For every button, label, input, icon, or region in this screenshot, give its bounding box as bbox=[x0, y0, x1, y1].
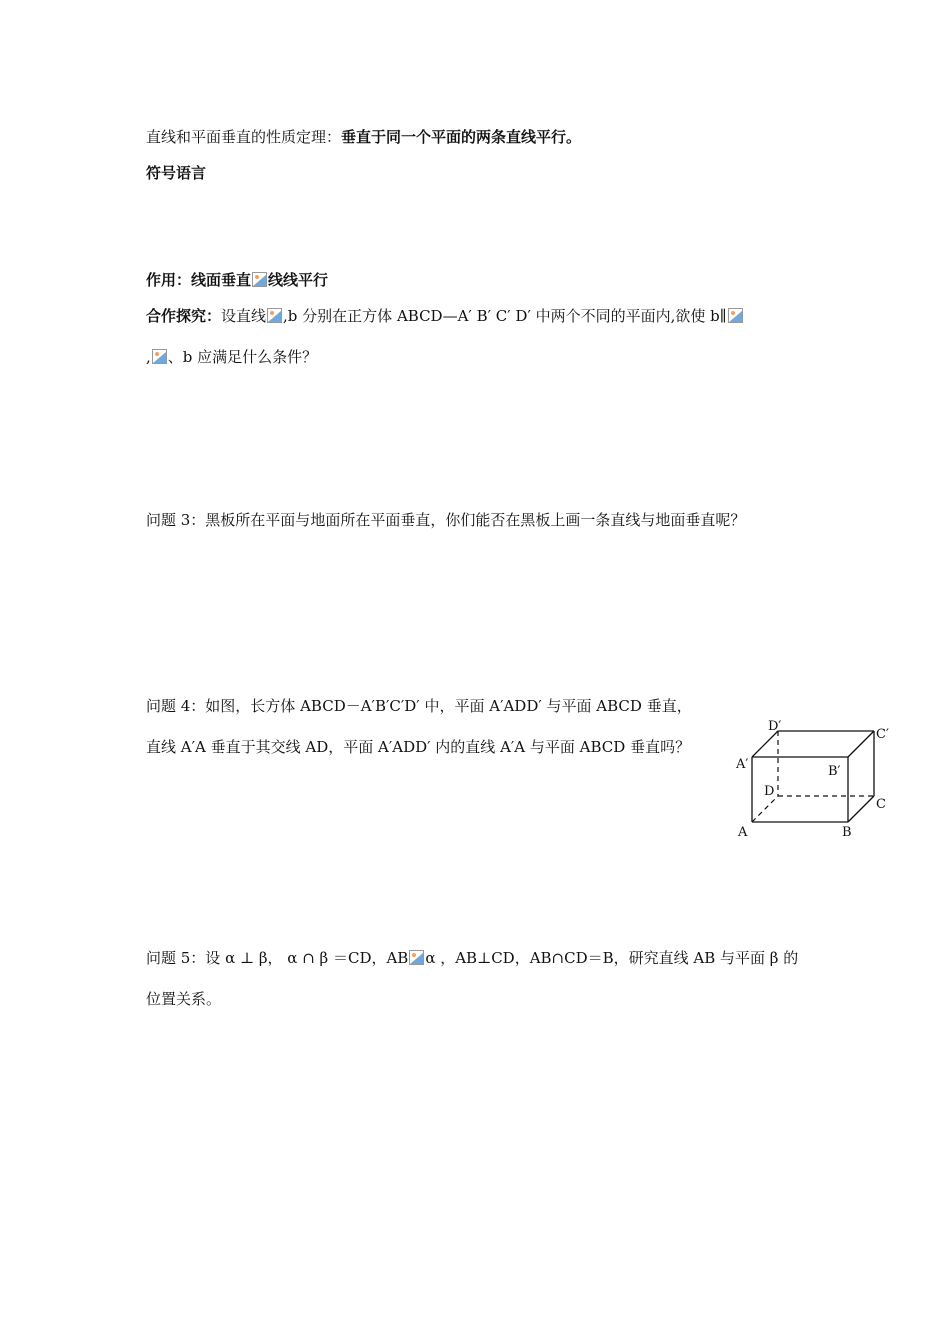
edge-b1c1 bbox=[848, 731, 874, 757]
effect-tail: 线线平行 bbox=[268, 271, 329, 289]
symbol-language-heading: 符号语言 bbox=[146, 164, 207, 182]
label-b: B bbox=[842, 825, 852, 840]
question-5-line-1 bbox=[146, 948, 798, 968]
question-5-line-2: 位置关系。 bbox=[146, 990, 222, 1008]
explore-line-2 bbox=[146, 347, 317, 367]
label-b-prime: B′ bbox=[828, 764, 841, 779]
explore-label: 合作探究： bbox=[146, 307, 222, 325]
explore-text-3: , bbox=[146, 348, 151, 366]
broken-image-icon bbox=[267, 308, 282, 323]
effect-line bbox=[146, 270, 328, 290]
theorem-prefix: 直线和平面垂直的性质定理： bbox=[146, 128, 342, 146]
label-d: D bbox=[764, 784, 775, 799]
broken-image-icon bbox=[152, 349, 167, 364]
cuboid-figure bbox=[732, 712, 892, 842]
explore-text-1: 设直线 bbox=[221, 307, 267, 325]
theorem-line bbox=[146, 127, 581, 147]
broken-image-icon bbox=[728, 308, 743, 323]
edge-bc bbox=[848, 796, 874, 822]
question-3: 问题 3：黑板所在平面与地面所在平面垂直，你们能否在黑板上画一条直线与地面垂直呢？ bbox=[146, 511, 746, 529]
theorem-statement: 垂直于同一个平面的两条直线平行。 bbox=[341, 128, 582, 146]
edge-ad-hidden bbox=[752, 796, 778, 822]
label-a: A bbox=[738, 825, 748, 840]
question-4-line-1: 问题 4：如图，长方体 ABCD－A′B′C′D′ 中，平面 A′ADD′ 与平面 ABCD 垂直， bbox=[146, 697, 692, 715]
effect-label: 作用：线面垂直 bbox=[146, 271, 252, 289]
question-5-part-1: 问题 5：设 α ⊥ β， α ∩ β ＝CD，AB bbox=[146, 949, 409, 967]
label-d-prime: D′ bbox=[768, 719, 782, 734]
explore-line-1 bbox=[146, 306, 744, 326]
broken-image-icon bbox=[252, 272, 267, 287]
label-c: C bbox=[876, 797, 886, 812]
question-4-line-2: 直线 A′A 垂直于其交线 AD，平面 A′ADD′ 内的直线 A′A 与平面 ABCD 垂直吗？ bbox=[146, 738, 691, 756]
edge-a1d1 bbox=[752, 731, 778, 757]
label-c-prime: C′ bbox=[876, 727, 889, 742]
explore-text-2: ,b 分别在正方体 ABCD—A′ B′ C′ D′ 中两个不同的平面内,欲使 b∥ bbox=[283, 307, 727, 325]
question-5-part-2: α ，AB⊥CD，AB∩CD＝B，研究直线 AB 与平面 β 的 bbox=[425, 949, 799, 967]
broken-image-icon bbox=[409, 950, 424, 965]
label-a-prime: A′ bbox=[736, 757, 749, 772]
explore-text-4: 、b 应满足什么条件？ bbox=[167, 348, 318, 366]
